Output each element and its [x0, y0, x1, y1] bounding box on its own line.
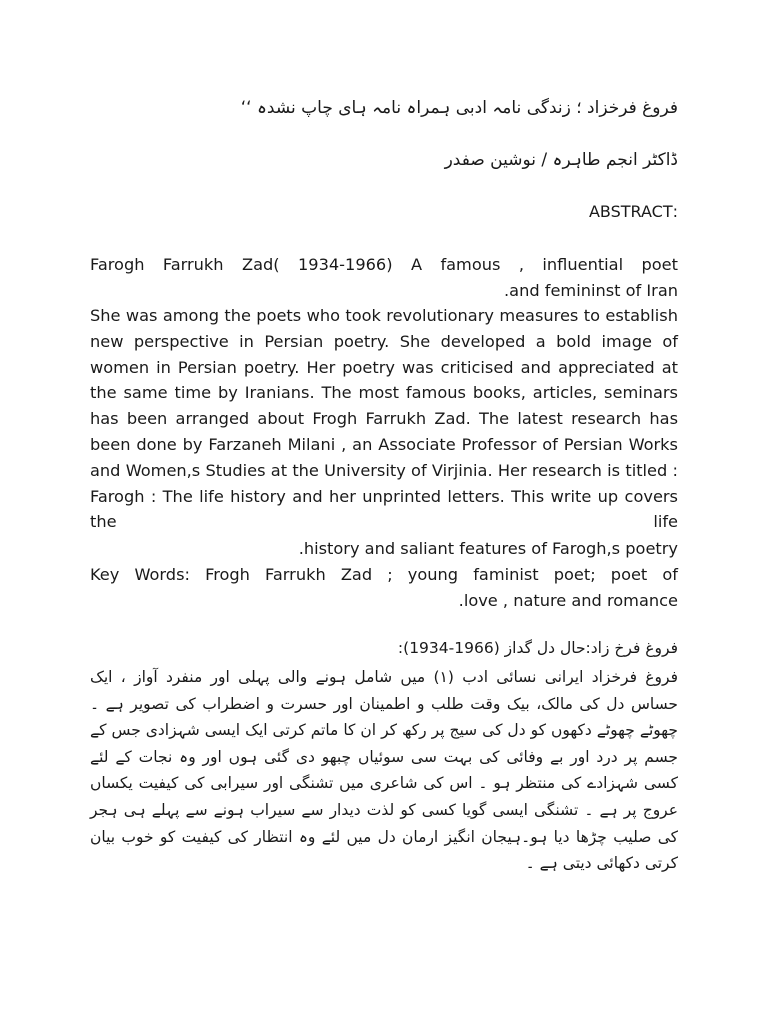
article-title: فروغ فرخزاد ؛ زندگی نامہ ادبی ہمراہ نامہ ہای چاپ نشدہ ‘‘	[240, 98, 678, 118]
abstract-body: She was among the poets who took revolutionary measures to establish new perspective in Persian poetry. She developed a bold image of women in Persian poetry. Her poetry was criticised and appreciated at the same time by Iranians. The most famous books, articles, seminars has been arranged about Frogh Farrukh Zad. The latest research has been done by Farzaneh Milani , an Associate Professor of Persian Works and Women,s Studies at the University of Virjinia. Her research is titled : Farogh : The life history and her unprinted letters. This write up covers the life	[90, 306, 678, 532]
keywords-line-2: .love , nature and romance	[458, 591, 678, 610]
abstract-intro-line-2: .and femininst of Iran	[504, 281, 678, 300]
keywords-line-1: Key Words: Frogh Farrukh Zad ; young faminist poet; poet of	[90, 565, 678, 584]
section-heading: فروغ فرخ زاد:حال دل گداز (1966-1934):	[397, 639, 678, 657]
abstract-body-last-line: .history and saliant features of Farogh,s poetry	[298, 539, 678, 558]
abstract-intro-line-1: Farogh Farrukh Zad( 1934-1966) A famous , influential poet	[90, 255, 678, 274]
article-authors: ڈاکٹر انجم طاہرہ / نوشین صفدر	[444, 150, 678, 170]
document-page	[90, 0, 678, 1024]
urdu-body	[90, 664, 678, 877]
abstract-heading: :ABSTRACT	[588, 202, 678, 221]
urdu-paragraph: فروغ فرخزاد ایرانی نسائی ادب (۱) میں شامل ہونے والی پہلی اور منفرد آواز ، ایک حساس دل کی مالک، بیک وقت طلب و اطمینان اور حسرت و اضطراب کی تصویر ہے ۔ چھوٹے چھوٹے دکھوں کو دل کی سیج پر رکھ کر ان کا ماتم کرتی ایک ایسی شہزادی جس کے جسم پر درد اور بے وفائی کی بہت سی سوئیاں چبھو دی گئی ہوں اور وہ نجات کے لئے کسی شہزادے کی منتظر ہو ۔ اس کی شاعری میں تشنگی اور سیرابی کی کیفیت یکساں عروج پر ہے ۔ تشنگی ایسی گویا کسی کو لذت دیدار سے سیراب ہونے سے پہلے ہی ہجر کی صلیب چڑھا دیا ہو۔ہیجان انگیز ارمان دل میں لئے وہ انتظار کی کیفیت کو خوب بیان کرتی دکھائی دیتی ہے ۔	[90, 668, 678, 873]
